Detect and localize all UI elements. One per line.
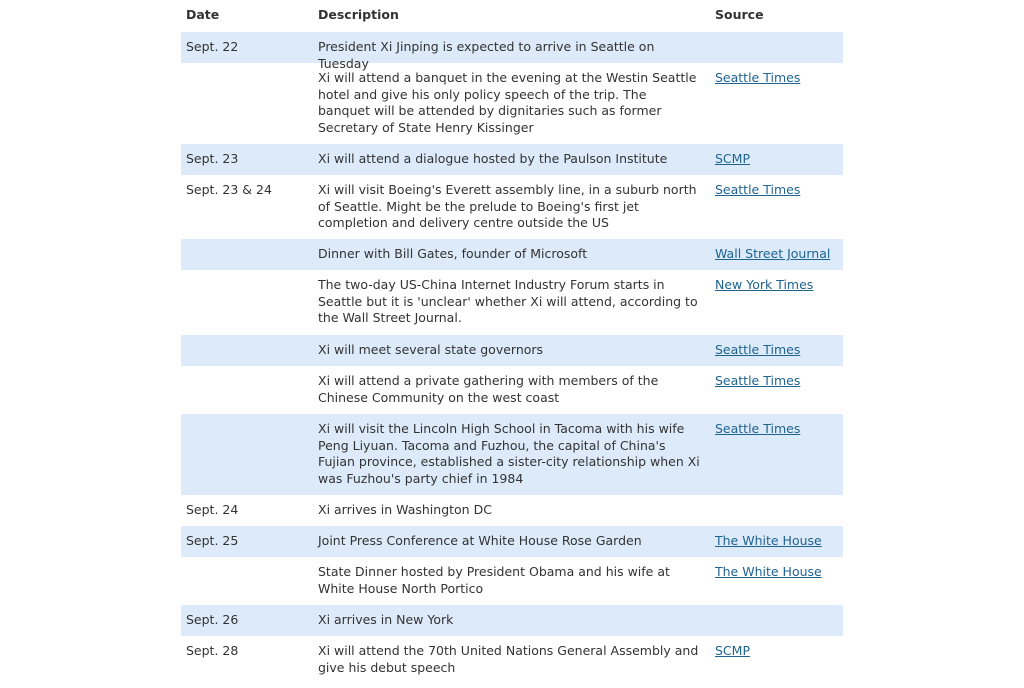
header-date: Date [186,7,220,22]
table-row [181,335,843,366]
table-row [181,144,843,175]
table-row [181,636,843,684]
row-date: Sept. 24 [186,502,239,517]
row-description: Xi will visit Boeing's Everett assembly line, in a suburb north of Seattle. Might be the prelude to Boeing's first jet completion and delivery centre outside the US [318,182,697,230]
table-row [181,605,843,636]
row-description: State Dinner hosted by President Obama and his wife at White House North Portico [318,564,670,596]
schedule-table [181,0,843,684]
source-link[interactable]: The White House [715,564,822,579]
row-description: Xi will meet several state governors [318,342,544,357]
row-date: Sept. 23 & 24 [186,182,272,197]
row-description: Xi arrives in New York [318,612,454,627]
row-description: Xi will attend a dialogue hosted by the Paulson Institute [318,151,668,166]
table-header [181,0,843,32]
source-link[interactable]: Seattle Times [715,182,801,197]
source-link[interactable]: New York Times [715,277,814,292]
source-link[interactable]: Seattle Times [715,70,801,85]
row-description: Xi arrives in Washington DC [318,502,492,517]
table-row [181,32,843,71]
row-description: President Xi Jinping is expected to arrive in Seattle on Tuesday [318,39,655,71]
row-description: Xi will visit the Lincoln High School in Tacoma with his wife Peng Liyuan. Tacoma and Fuzhou, the capital of China's Fujian province, established a sister-city relationship when Xi was Fuzhou's party chief in 1984 [318,421,700,486]
source-link[interactable]: Seattle Times [715,373,801,388]
table-row [181,270,843,335]
table-row [181,495,843,526]
source-link[interactable]: Seattle Times [715,342,801,357]
source-link[interactable]: SCMP [715,643,750,658]
header-description: Description [318,7,399,22]
row-date: Sept. 23 [186,151,239,166]
row-date: Sept. 22 [186,39,239,54]
row-date: Sept. 25 [186,533,239,548]
table-row [181,239,843,270]
row-description: Xi will attend the 70th United Nations General Assembly and give his debut speech [318,643,699,675]
source-link[interactable]: Wall Street Journal [715,246,831,261]
row-description: The two-day US-China Internet Industry Forum starts in Seattle but it is 'unclear' whether Xi will attend, according to the Wall Street Journal. [318,277,698,325]
table-row [181,63,843,144]
table-row [181,414,843,495]
header-source: Source [715,7,764,22]
table-row [181,526,843,557]
row-description: Xi will attend a banquet in the evening at the Westin Seattle hotel and give his only policy speech of the trip. The banquet will be attended by dignitaries such as former Secretary of State Henry Kissinger [318,70,697,135]
source-link[interactable]: The White House [715,533,822,548]
row-date: Sept. 28 [186,643,239,658]
table-row [181,557,843,605]
source-link[interactable]: Seattle Times [715,421,801,436]
row-description: Dinner with Bill Gates, founder of Microsoft [318,246,588,261]
source-link[interactable]: SCMP [715,151,750,166]
row-date: Sept. 26 [186,612,239,627]
row-description: Joint Press Conference at White House Rose Garden [318,533,642,548]
row-description: Xi will attend a private gathering with members of the Chinese Community on the west coast [318,373,659,405]
table-row [181,366,843,414]
table-row [181,175,843,239]
